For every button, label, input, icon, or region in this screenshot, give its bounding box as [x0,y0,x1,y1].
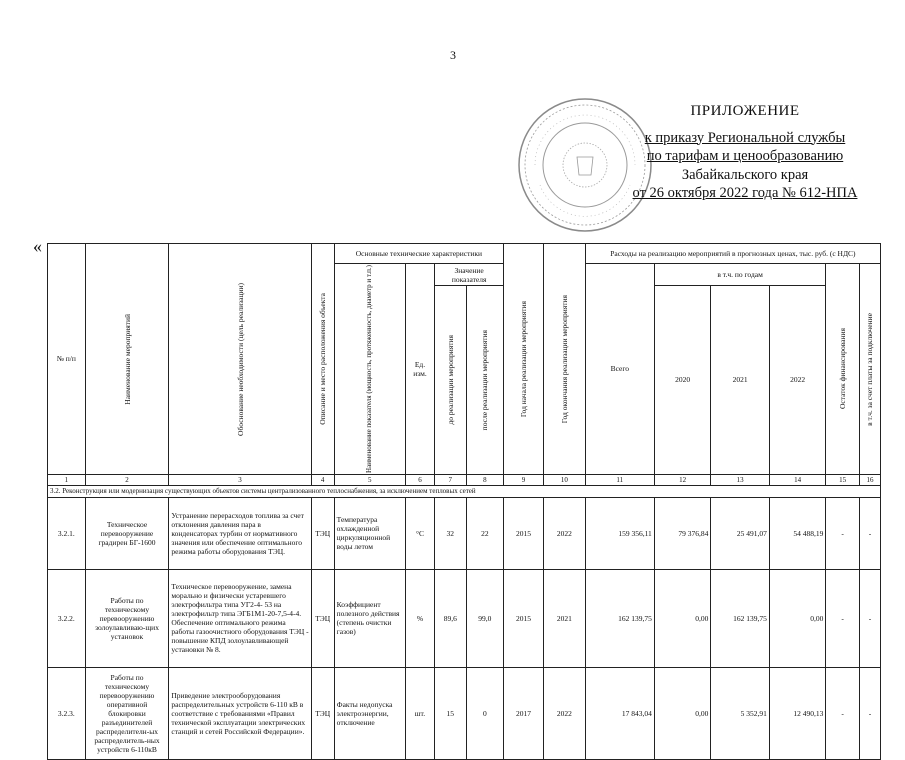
appendix-line-1: к приказу Региональной службы [644,129,846,146]
header-costs-group: Расходы на реализацию мероприятий в прогнозных ценах, тыс. руб. (с НДС) [585,244,880,264]
header-start-year: Год начала реализации мероприятия [504,244,544,475]
header-2022: 2022 [769,286,826,475]
table-row: 3.2.1. Техническое перевооружение градирен БГ-1600 Устранение перерасходов топлива за счет отклонения давления пара в конденсаторах турбин от нормативного значения или обеспечение оптимального режима работы оборудования ТЭЦ. ТЭЦ Температура охлажденной циркуляционной воды летом °С 32 22 2015 2022 159 356,11 79 376,84 25 491,07 54 488,19 - - [48,497,881,569]
appendix-heading: ПРИЛОЖЕНИЕ [690,103,800,119]
header-remainder: Остаток финансирования [826,264,859,475]
investment-program-table [47,243,881,760]
header-tech-group: Основные технические характеристики [334,244,504,264]
header-name: Наименование мероприятий [85,244,169,475]
appendix-line-2: по тарифам и ценообразованию [646,148,844,164]
header-indicator-name: Наименование показателя (мощность, протяженность, диаметр и т.п.) [334,264,405,475]
header-location: Описание и место расположения объекта [311,244,334,475]
section-row [48,485,881,497]
header-values-group: Значение показателя [435,264,504,286]
appendix-block [600,102,890,203]
header-unit: Ед. изм. [405,264,434,475]
header-before: до реализации мероприятия [435,286,466,475]
header-end-year: Год окончания реализации мероприятия [543,244,585,475]
table-row: 3.2.2. Работы по техническому перевооружению золоулавливаю-щих установок Техническое перевооружение, замена морально и физически устаревшего электрофильтра типа УГ2-4- 53 на электрофильтр типа ЭГБ1М1-20-7,5-4-4. Обеспечение оптимального режима работы газоочистного оборудования ТЭЦ - повышение КПД золоулавливающей установки № 8. ТЭЦ Коэффициент полезного действия (степень очистки газов) % 89,6 99,0 2015 2021 162 139,75 0,00 162 139,75 0,00 - - [48,569,881,667]
header-by-years: в т.ч. по годам [654,264,826,286]
header-after: после реализации мероприятия [466,286,504,475]
header-2020: 2020 [654,286,711,475]
header-2021: 2021 [711,286,770,475]
section-title: 3.2. Реконструкция или модернизация существующих объектов системы централизованного теплоснабжения, за исключением тепловых сетей [48,485,881,497]
table-row: 3.2.3. Работы по техническому перевооружению оперативной блокировки разъединителей распределителн-ых распределитель-ных устройств 6-110кВ Приведение электрооборудования распределительных устройств 6-110 кВ в соответствие с требованиями «Правил технической эксплуатации электрических станций и сетей Российской Федерации». ТЭЦ Факты недопуска электроэнергии, отключение шт. 15 0 2017 2022 17 843,04 0,00 5 352,91 12 490,13 - - [48,667,881,759]
appendix-line-3: Забайкальского края [681,166,809,183]
column-numbers-row: 1 2 3 4 5 6 7 8 9 10 11 12 13 14 15 16 [48,474,881,485]
header-total: Всего [585,264,654,475]
appendix-line-4: от 26 октября 2022 года № 612-НПА [632,185,858,201]
page-number: 3 [450,48,456,62]
header-num: № п/п [48,244,86,475]
opening-quote: « [33,236,42,256]
header-connection: в т.ч. за счет платы за подключение [859,264,880,475]
header-justification: Обоснование необходимости (цель реализации) [169,244,311,475]
